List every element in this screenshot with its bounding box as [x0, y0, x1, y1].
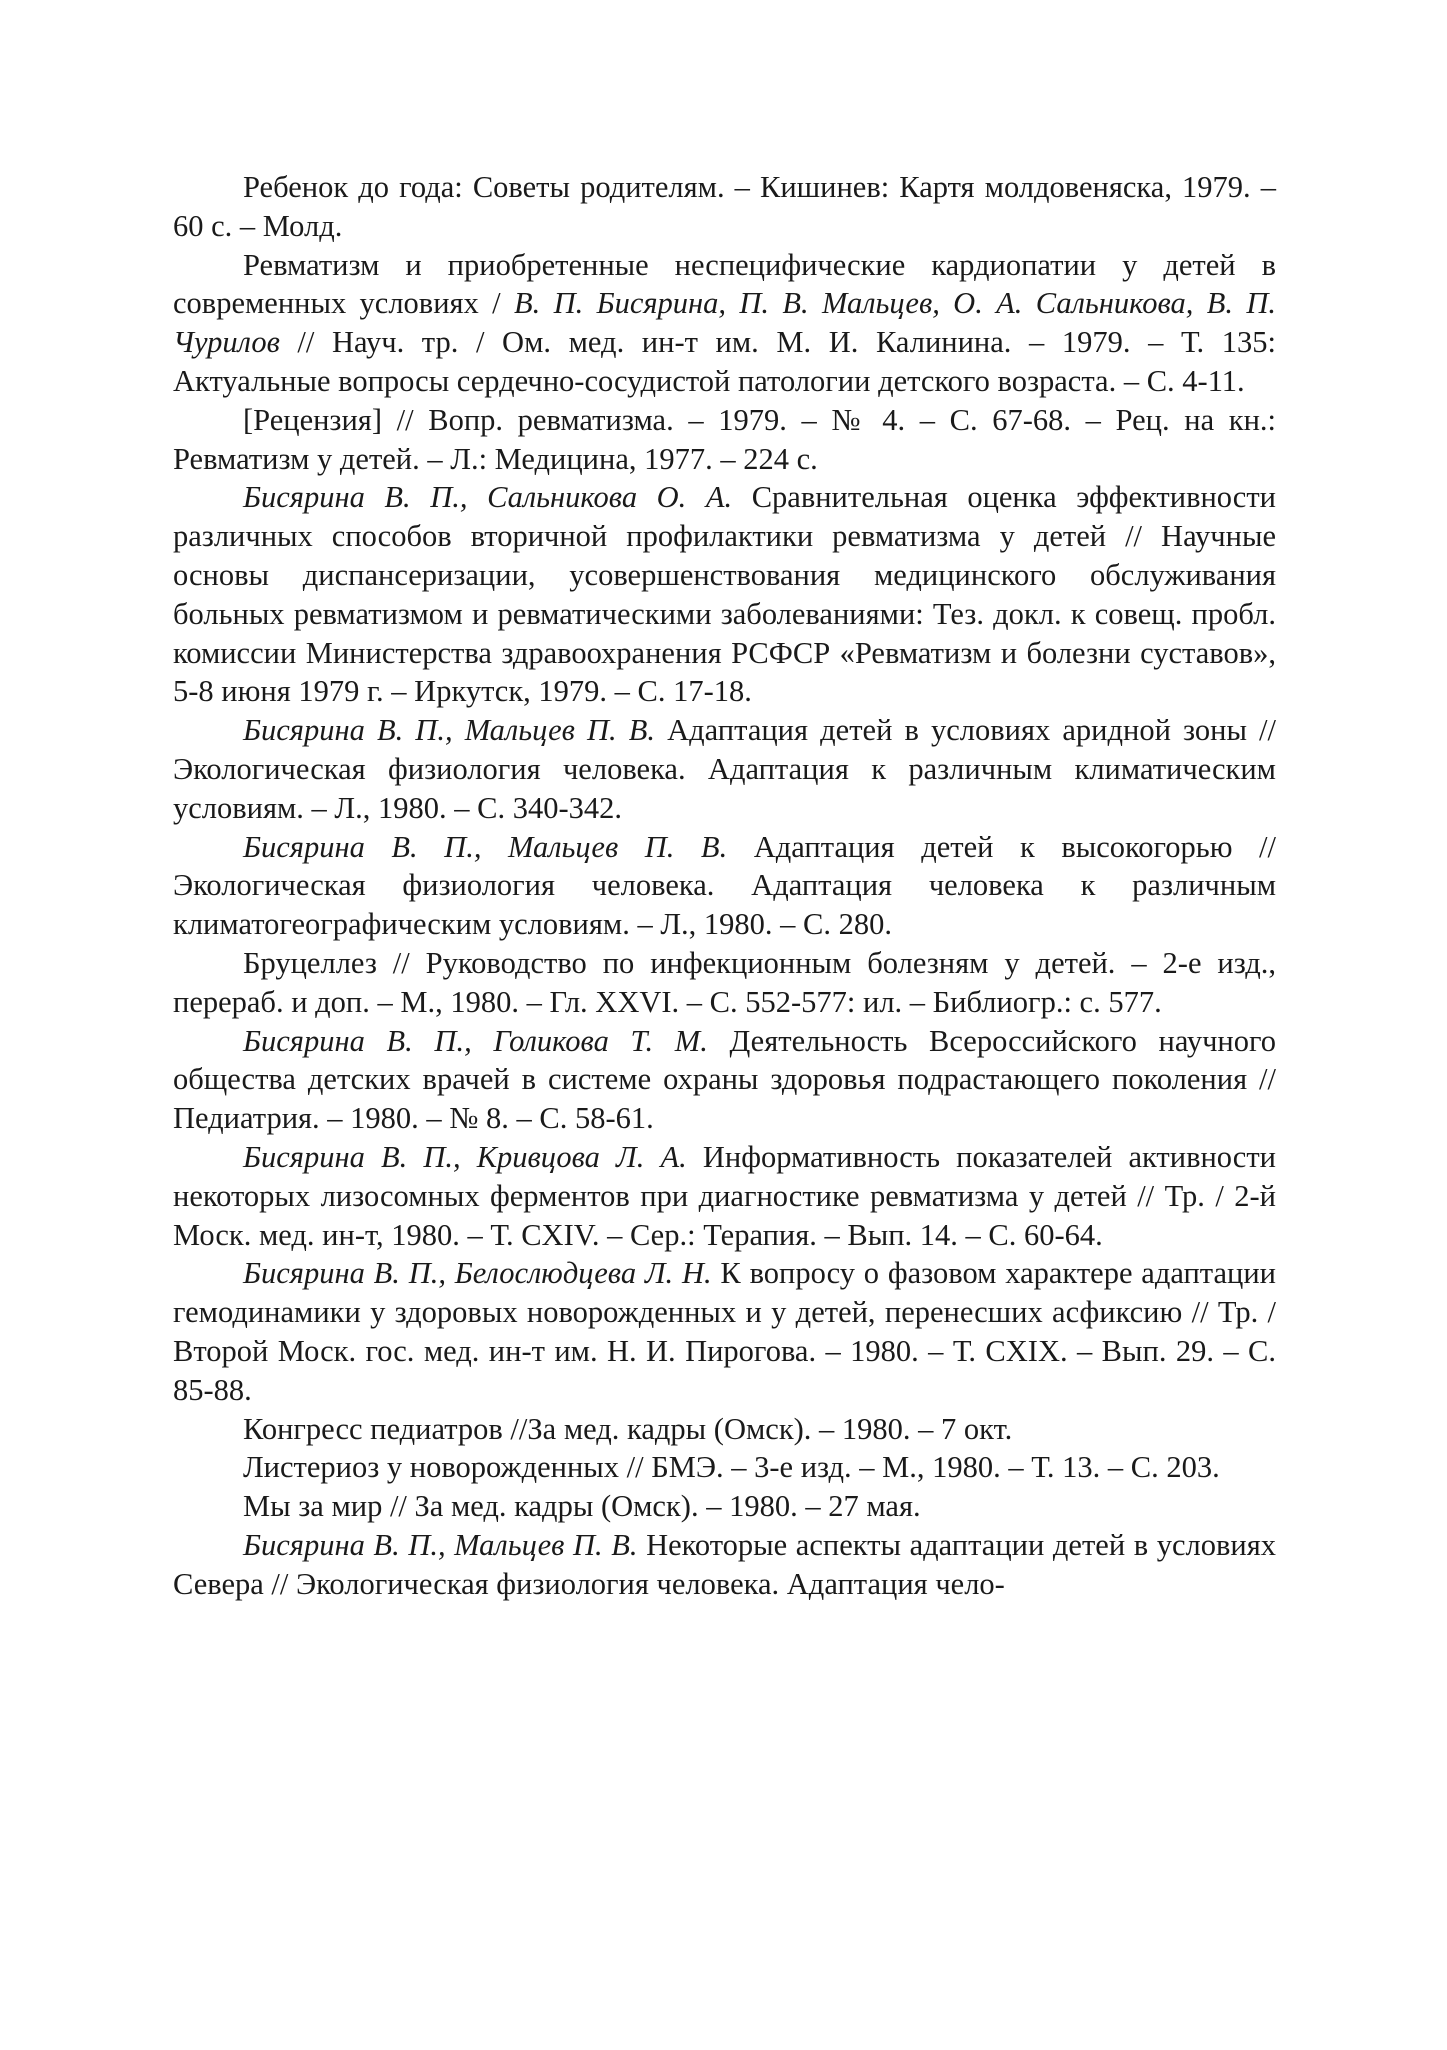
bibliography-entry — [173, 944, 1276, 1022]
entry-text: К вопросу о фазовом характере адаптации гемодинамики у здоровых новорожденных и у детей, перенесших асфиксию // Тр. / Второй Моск. гос. мед. ин-т им. Н. И. Пирогова. – 1980. – Т. CXIX. – Вып. 29. – С. 85-88. — [173, 1256, 1277, 1407]
bibliography-entry — [173, 828, 1276, 944]
entry-text: Ревматизм и приобретенные неспецифические кардиопатии у детей в современных условиях / — [173, 247, 1276, 321]
entry-text: Мы за мир // За мед. кадры (Омск). – 1980. – 27 мая. — [243, 1489, 921, 1524]
bibliography-entry — [173, 1022, 1276, 1138]
entry-text: Деятельность Всероссийского научного общества детских врачей в системе охраны здоровья подрастающего поколения // Педиатрия. – 1980. – № 8. – С. 58-61. — [173, 1023, 1276, 1136]
entry-authors: Бисярина В. П., Белослюдцева Л. Н. — [243, 1256, 712, 1291]
entry-text: Адаптация детей к высокогорью // Экологическая физиология человека. Адаптация человека к различным климатогеографическим условиям. – Л., 1980. – С. 280. — [173, 829, 1276, 942]
entry-authors: Бисярина В. П., Голикова Т. М. — [243, 1023, 708, 1058]
bibliography-entry — [173, 711, 1276, 827]
bibliography-entry — [173, 1254, 1276, 1409]
entry-text: Листериоз у новорожденных // БМЭ. – 3-е изд. – М., 1980. – Т. 13. – С. 203. — [243, 1450, 1220, 1485]
bibliography-entry — [173, 478, 1276, 711]
entry-authors: Бисярина В. П., Мальцев П. В. — [243, 1527, 638, 1562]
bibliography-entry — [173, 401, 1276, 479]
entry-text: Адаптация детей в условиях аридной зоны // Экологическая физиология человека. Адаптация к различным климатическим условиям. – Л., 1980. – С. 340-342. — [173, 713, 1276, 825]
entry-authors: Бисярина В. П., Сальникова О. А. — [243, 480, 733, 515]
entry-authors: Бисярина В. П., Мальцев П. В. — [243, 829, 728, 864]
entry-text: [Рецензия] // Вопр. ревматизма. – 1979. – № 4. – С. 67-68. – Рец. на кн.: Ревматизм у детей. – Л.: Медицина, 1977. – 224 с. — [173, 402, 1276, 476]
entry-authors: Бисярина В. П., Мальцев П. В. — [243, 713, 656, 748]
entry-authors: В. П. Бисярина, П. В. Мальцев, О. А. Сальникова, В. П. Чурилов — [173, 286, 1276, 360]
bibliography-entry — [173, 1487, 1276, 1526]
entry-text: Конгресс педиатров //За мед. кадры (Омск). – 1980. – 7 окт. — [243, 1411, 1013, 1446]
entry-text: Информативность показателей активности некоторых лизосомных ферментов при диагностике ревматизма у детей // Тр. / 2-й Моск. мед. ин-т, 1980. – Т. CXIV. – Сер.: Терапия. – Вып. 14. – С. 60-64. — [173, 1139, 1276, 1252]
entry-text: Бруцеллез // Руководство по инфекционным болезням у детей. – 2-е изд., перераб. и доп. – М., 1980. – Гл. XXVI. – С. 552-577: ил. – Библиогр.: с. 577. — [173, 945, 1276, 1019]
entry-text: Некоторые аспекты адаптации детей в условиях Севера // Экологическая физиология человека. Адаптация чело- — [173, 1527, 1276, 1601]
entry-authors: Бисярина В. П., Кривцова Л. А. — [243, 1139, 687, 1174]
bibliography-entry — [173, 1526, 1276, 1604]
entry-text: Сравнительная оценка эффективности различных способов вторичной профилактики ревматизма у детей // Научные основы диспансеризации, усовершенствования медицинского обслуживания больных ревматизмом и ревматическими заболеваниями: Тез. докл. к совещ. пробл. комиссии Министерства здравоохранения РСФСР «Ревматизм и болезни суставов», 5-8 июня 1979 г. – Иркутск, 1979. – С. 17-18. — [173, 480, 1277, 709]
bibliography-entry — [173, 1448, 1276, 1487]
bibliography-entry — [173, 1410, 1276, 1449]
bibliography-entry — [173, 168, 1276, 246]
bibliography-entry — [173, 246, 1276, 401]
bibliography-entry — [173, 1138, 1276, 1254]
entry-text: Ребенок до года: Советы родителям. – Кишинев: Картя молдовеняска, 1979. – 60 с. – Молд. — [173, 170, 1276, 243]
entry-text-after: // Науч. тр. / Ом. мед. ин-т им. М. И. Калинина. – 1979. – Т. 135: Актуальные вопросы сердечно-сосудистой патологии детского возраста. – С. 4-11. — [173, 325, 1276, 398]
document-page — [173, 168, 1276, 1603]
